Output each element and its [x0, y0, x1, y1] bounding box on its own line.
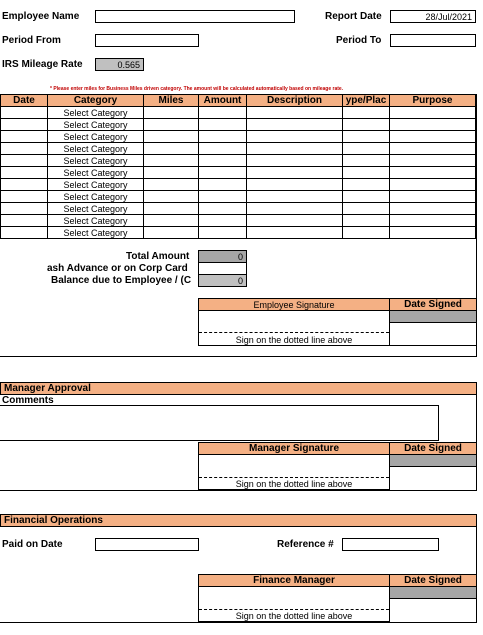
miles-cell[interactable] — [144, 227, 199, 239]
table-row — [1, 191, 476, 203]
miles-cell[interactable] — [144, 119, 199, 131]
category-select[interactable]: Select Category — [48, 143, 144, 155]
table-row — [1, 155, 476, 167]
purpose-cell[interactable] — [390, 119, 476, 131]
date-cell[interactable] — [1, 215, 48, 227]
type-place-cell[interactable] — [343, 155, 390, 167]
purpose-cell[interactable] — [390, 191, 476, 203]
manager-approval-header: Manager Approval — [0, 382, 477, 395]
type-place-cell[interactable] — [343, 191, 390, 203]
type-place-cell[interactable] — [343, 119, 390, 131]
irs-rate-label: IRS Mileage Rate — [2, 59, 83, 70]
amount-cell[interactable] — [199, 143, 247, 155]
description-cell[interactable] — [247, 155, 343, 167]
type-place-cell[interactable] — [343, 107, 390, 119]
date-cell[interactable] — [1, 131, 48, 143]
miles-cell[interactable] — [144, 107, 199, 119]
category-select[interactable]: Select Category — [48, 179, 144, 191]
description-cell[interactable] — [247, 107, 343, 119]
column-header-description: Description — [247, 95, 343, 107]
period-to-label: Period To — [336, 35, 382, 46]
purpose-cell[interactable] — [390, 131, 476, 143]
finance-sign-note: Sign on the dotted line above — [235, 611, 353, 621]
date-cell[interactable] — [1, 143, 48, 155]
type-place-cell[interactable] — [343, 179, 390, 191]
description-cell[interactable] — [247, 227, 343, 239]
employee-signature-field[interactable] — [199, 311, 389, 333]
type-place-cell[interactable] — [343, 143, 390, 155]
table-row — [1, 167, 476, 179]
table-row — [1, 179, 476, 191]
employee-signature-header: Employee Signature — [198, 298, 390, 311]
amount-cell[interactable] — [199, 131, 247, 143]
finance-manager-header: Finance Manager — [198, 574, 390, 587]
description-cell[interactable] — [247, 191, 343, 203]
purpose-cell[interactable] — [390, 167, 476, 179]
amount-cell[interactable] — [199, 203, 247, 215]
date-cell[interactable] — [1, 107, 48, 119]
table-row — [1, 107, 476, 119]
date-cell[interactable] — [1, 167, 48, 179]
purpose-cell[interactable] — [390, 227, 476, 239]
table-row — [1, 119, 476, 131]
employee-name-label: Employee Name — [2, 11, 80, 22]
date-cell[interactable] — [1, 119, 48, 131]
employee-sign-note: Sign on the dotted line above — [235, 335, 353, 345]
purpose-cell[interactable] — [390, 203, 476, 215]
comments-label: Comments — [2, 395, 54, 406]
miles-cell[interactable] — [144, 215, 199, 227]
category-select[interactable]: Select Category — [48, 107, 144, 119]
miles-cell[interactable] — [144, 191, 199, 203]
date-cell[interactable] — [1, 179, 48, 191]
date-cell[interactable] — [1, 227, 48, 239]
description-cell[interactable] — [247, 215, 343, 227]
miles-cell[interactable] — [144, 131, 199, 143]
type-place-cell[interactable] — [343, 203, 390, 215]
category-select[interactable]: Select Category — [48, 119, 144, 131]
employee-date-signed-field[interactable] — [389, 310, 477, 323]
finance-date-signed-field[interactable] — [389, 586, 477, 599]
description-cell[interactable] — [247, 203, 343, 215]
report-date-input[interactable]: 28/Jul/2021 — [390, 10, 476, 23]
purpose-cell[interactable] — [390, 179, 476, 191]
miles-cell[interactable] — [144, 203, 199, 215]
balance-due-value: 0 — [198, 274, 247, 287]
category-select[interactable]: Select Category — [48, 215, 144, 227]
column-header-date: Date — [1, 95, 48, 107]
amount-cell[interactable] — [199, 155, 247, 167]
miles-cell[interactable] — [144, 155, 199, 167]
table-row — [1, 203, 476, 215]
finance-signature-field[interactable] — [199, 587, 389, 610]
category-select[interactable]: Select Category — [48, 191, 144, 203]
description-cell[interactable] — [247, 167, 343, 179]
amount-cell[interactable] — [199, 107, 247, 119]
miles-cell[interactable] — [144, 143, 199, 155]
date-cell[interactable] — [1, 155, 48, 167]
category-select[interactable]: Select Category — [48, 155, 144, 167]
finance-date-signed-header: Date Signed — [389, 574, 477, 587]
amount-cell[interactable] — [199, 227, 247, 239]
type-place-cell[interactable] — [343, 167, 390, 179]
column-header-miles: Miles — [144, 95, 199, 107]
amount-cell[interactable] — [199, 167, 247, 179]
manager-sign-note: Sign on the dotted line above — [235, 479, 353, 489]
reference-label: Reference # — [277, 539, 334, 550]
table-header-row — [1, 95, 476, 107]
column-header-amount: Amount — [199, 95, 247, 107]
employee-name-input[interactable] — [95, 10, 295, 23]
table-row — [1, 143, 476, 155]
manager-signature-header: Manager Signature — [198, 442, 390, 455]
purpose-cell[interactable] — [390, 155, 476, 167]
date-cell[interactable] — [1, 203, 48, 215]
type-place-cell[interactable] — [343, 227, 390, 239]
employee-date-signed-header: Date Signed — [389, 298, 477, 311]
period-from-label: Period From — [2, 35, 61, 46]
miles-cell[interactable] — [144, 179, 199, 191]
description-cell[interactable] — [247, 179, 343, 191]
purpose-cell[interactable] — [390, 143, 476, 155]
total-amount-value: 0 — [198, 250, 247, 263]
total-amount-label: Total Amount — [126, 251, 190, 262]
expense-table — [0, 94, 476, 239]
cash-advance-label: ash Advance or on Corp Card — [47, 263, 188, 274]
mileage-note: * Please enter miles for Business Miles driven category. The amount will be calculated automatically based on mileage rate. — [50, 86, 344, 92]
column-header-category: Category — [48, 95, 144, 107]
miles-cell[interactable] — [144, 167, 199, 179]
column-header-type-place: ype/Plac — [343, 95, 390, 107]
category-select[interactable]: Select Category — [48, 167, 144, 179]
amount-cell[interactable] — [199, 191, 247, 203]
date-cell[interactable] — [1, 191, 48, 203]
category-select[interactable]: Select Category — [48, 227, 144, 239]
description-cell[interactable] — [247, 119, 343, 131]
purpose-cell[interactable] — [390, 215, 476, 227]
type-place-cell[interactable] — [343, 131, 390, 143]
manager-signature-field[interactable] — [199, 455, 389, 478]
paid-on-date-input[interactable] — [95, 538, 199, 551]
table-row — [1, 227, 476, 239]
report-date-label: Report Date — [325, 11, 382, 22]
amount-cell[interactable] — [199, 215, 247, 227]
amount-cell[interactable] — [199, 179, 247, 191]
description-cell[interactable] — [247, 131, 343, 143]
category-select[interactable]: Select Category — [48, 131, 144, 143]
manager-date-signed-header: Date Signed — [389, 442, 477, 455]
category-select[interactable]: Select Category — [48, 203, 144, 215]
reference-input[interactable] — [342, 538, 439, 551]
amount-cell[interactable] — [199, 119, 247, 131]
description-cell[interactable] — [247, 143, 343, 155]
manager-date-signed-field[interactable] — [389, 454, 477, 467]
type-place-cell[interactable] — [343, 215, 390, 227]
balance-due-label: Balance due to Employee / (C — [51, 275, 192, 286]
table-row — [1, 215, 476, 227]
period-to-input[interactable] — [390, 34, 476, 47]
table-row — [1, 131, 476, 143]
irs-rate-input[interactable]: 0.565 — [95, 58, 144, 71]
period-from-input[interactable] — [95, 34, 199, 47]
financial-operations-header: Financial Operations — [0, 514, 477, 527]
column-header-purpose: Purpose — [390, 95, 476, 107]
paid-on-date-label: Paid on Date — [2, 539, 63, 550]
purpose-cell[interactable] — [390, 107, 476, 119]
comments-input[interactable] — [0, 405, 439, 441]
